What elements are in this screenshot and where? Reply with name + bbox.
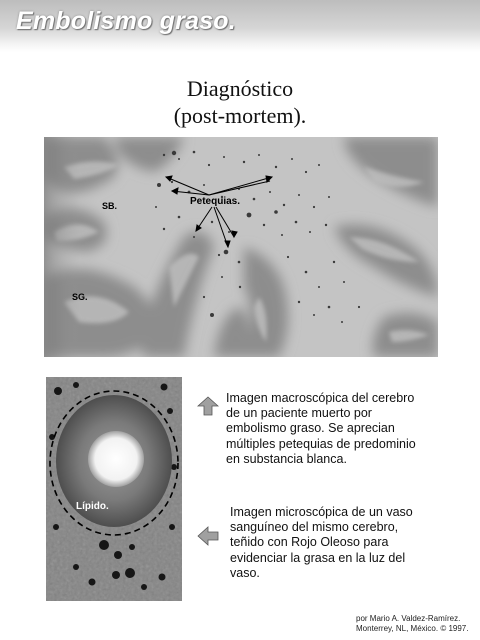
credit-line-2: Monterrey, NL, México. © 1997. bbox=[356, 624, 469, 633]
left-arrow-icon bbox=[197, 526, 219, 546]
credit-line-1: por Mario A. Valdez-Ramírez. bbox=[356, 614, 461, 623]
up-arrow-icon bbox=[197, 396, 219, 416]
heading-line-2: (post-mortem). bbox=[173, 103, 307, 128]
macro-description: Imagen macroscópica del cerebro de un paciente muerto por embolismo graso. Se aprecian múltiples petequias de predominio en substancia blanca. bbox=[226, 391, 416, 466]
title-banner bbox=[0, 0, 480, 52]
macroscopic-brain-image bbox=[44, 137, 438, 357]
label-sg: SG. bbox=[72, 292, 88, 302]
microscopic-vessel-image bbox=[46, 377, 182, 601]
micro-description: Imagen microscópica de un vaso sanguíneo del mismo cerebro, teñido con Rojo Oleoso para evidenciar la grasa en la luz del vaso. bbox=[230, 505, 413, 580]
author-credit bbox=[356, 614, 468, 634]
label-petequias: Petequias. bbox=[190, 196, 241, 207]
heading-line-1: Diagnóstico bbox=[186, 76, 294, 101]
slide-title: Embolismo graso. bbox=[16, 7, 236, 35]
label-lipido: Lípido. bbox=[76, 501, 109, 512]
label-sb: SB. bbox=[102, 201, 118, 211]
